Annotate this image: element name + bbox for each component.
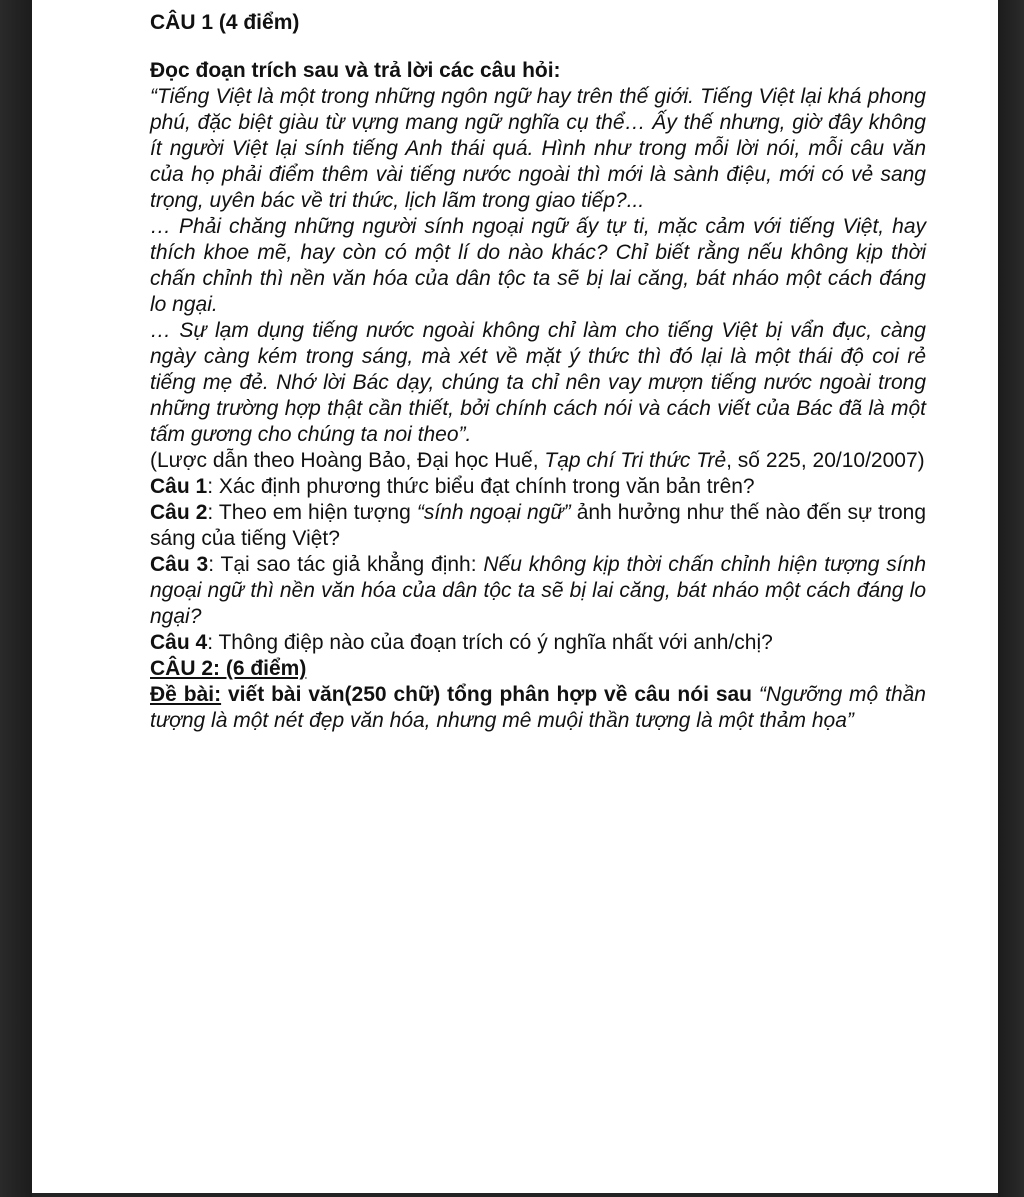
question-label: Câu 2	[150, 501, 208, 524]
section-1-title: CÂU 1 (4 điểm)	[150, 11, 300, 34]
question-1	[150, 474, 926, 500]
excerpt-paragraph: … Phải chăng những người sính ngoại ngữ ấy tự ti, mặc cảm với tiếng Việt, hay thích khoe mẽ, hay còn có một lí do nào khác? Chỉ biết rằng nếu không kịp thời chấn chỉnh thì nền văn hóa của dân tộc ta sẽ bị lai căng, bát nháo một cách đáng lo ngại.	[150, 215, 926, 316]
task-label: Đề bài:	[150, 683, 222, 706]
section-2-title: CÂU 2: (6 điểm)	[150, 657, 307, 680]
viewer-right-edge	[998, 0, 1024, 1197]
question-label: Câu 3	[150, 553, 209, 576]
question-2	[150, 500, 926, 552]
question-3	[150, 552, 926, 630]
question-4	[150, 630, 926, 656]
source-prefix: (Lược dẫn theo Hoàng Bảo, Đại học Huế,	[150, 449, 545, 472]
document-page	[32, 0, 998, 1193]
task-text: viết bài văn(250 chữ) tổng phân hợp về câu nói sau	[221, 683, 759, 706]
question-text: : Thông điệp nào của đoạn trích có ý nghĩa nhất với anh/chị?	[207, 631, 773, 654]
question-text: : Tại sao tác giả khẳng định:	[208, 553, 484, 576]
source-suffix: , số 225, 20/10/2007)	[726, 449, 925, 472]
question-quote: “sính ngoại ngữ”	[416, 501, 571, 524]
viewer-left-edge	[0, 0, 32, 1197]
question-label: Câu 4	[150, 631, 208, 654]
question-text: ảnh hưởng như thế nào đến sự trong sáng của tiếng Việt?	[150, 501, 927, 550]
excerpt-paragraph: … Sự lạm dụng tiếng nước ngoài không chỉ làm cho tiếng Việt bị vẩn đục, càng ngày càng kém trong sáng, mà xét về mặt ý thức thì đó lại là một thái độ coi rẻ tiếng mẹ đẻ. Nhớ lời Bác dạy, chúng ta chỉ nên vay mượn tiếng nước ngoài trong những trường hợp thật cần thiết, bởi chính cách nói và cách viết của Bác đã là một tấm gương cho chúng ta noi theo”.	[150, 319, 926, 446]
page-content	[150, 10, 926, 734]
question-text: : Theo em hiện tượng	[207, 501, 417, 524]
source-journal: Tạp chí Tri thức Trẻ	[544, 449, 727, 472]
question-quote: Nếu không kịp thời chấn chỉnh hiện tượng sính ngoại ngữ thì nền văn hóa của dân tộc ta sẽ bị lai căng, bát nháo một cách đáng lo ngại?	[150, 553, 926, 628]
excerpt-paragraph: “Tiếng Việt là một trong những ngôn ngữ hay trên thế giới. Tiếng Việt lại khá phong phú, đặc biệt giàu từ vựng mang ngữ nghĩa cụ thể… Ấy thế nhưng, giờ đây không ít người Việt lại sính tiếng Anh thái quá. Hình như trong mỗi lời nói, mỗi câu văn của họ phải điểm thêm vài tiếng nước ngoài thì mới là sành điệu, mới có vẻ sang trọng, uyên bác về tri thức, lịch lãm trong giao tiếp?...	[150, 85, 926, 212]
task-quote: “Ngưỡng mộ thần tượng là một nét đẹp văn hóa, nhưng mê muội thần tượng là một thảm họa”	[150, 683, 926, 732]
essay-task	[150, 682, 926, 734]
question-text: : Xác định phương thức biểu đạt chính trong văn bản trên?	[207, 475, 755, 498]
reading-instruction: Đọc đoạn trích sau và trả lời các câu hỏi:	[150, 59, 561, 82]
excerpt-source	[150, 448, 926, 474]
question-label: Câu 1	[150, 475, 208, 498]
